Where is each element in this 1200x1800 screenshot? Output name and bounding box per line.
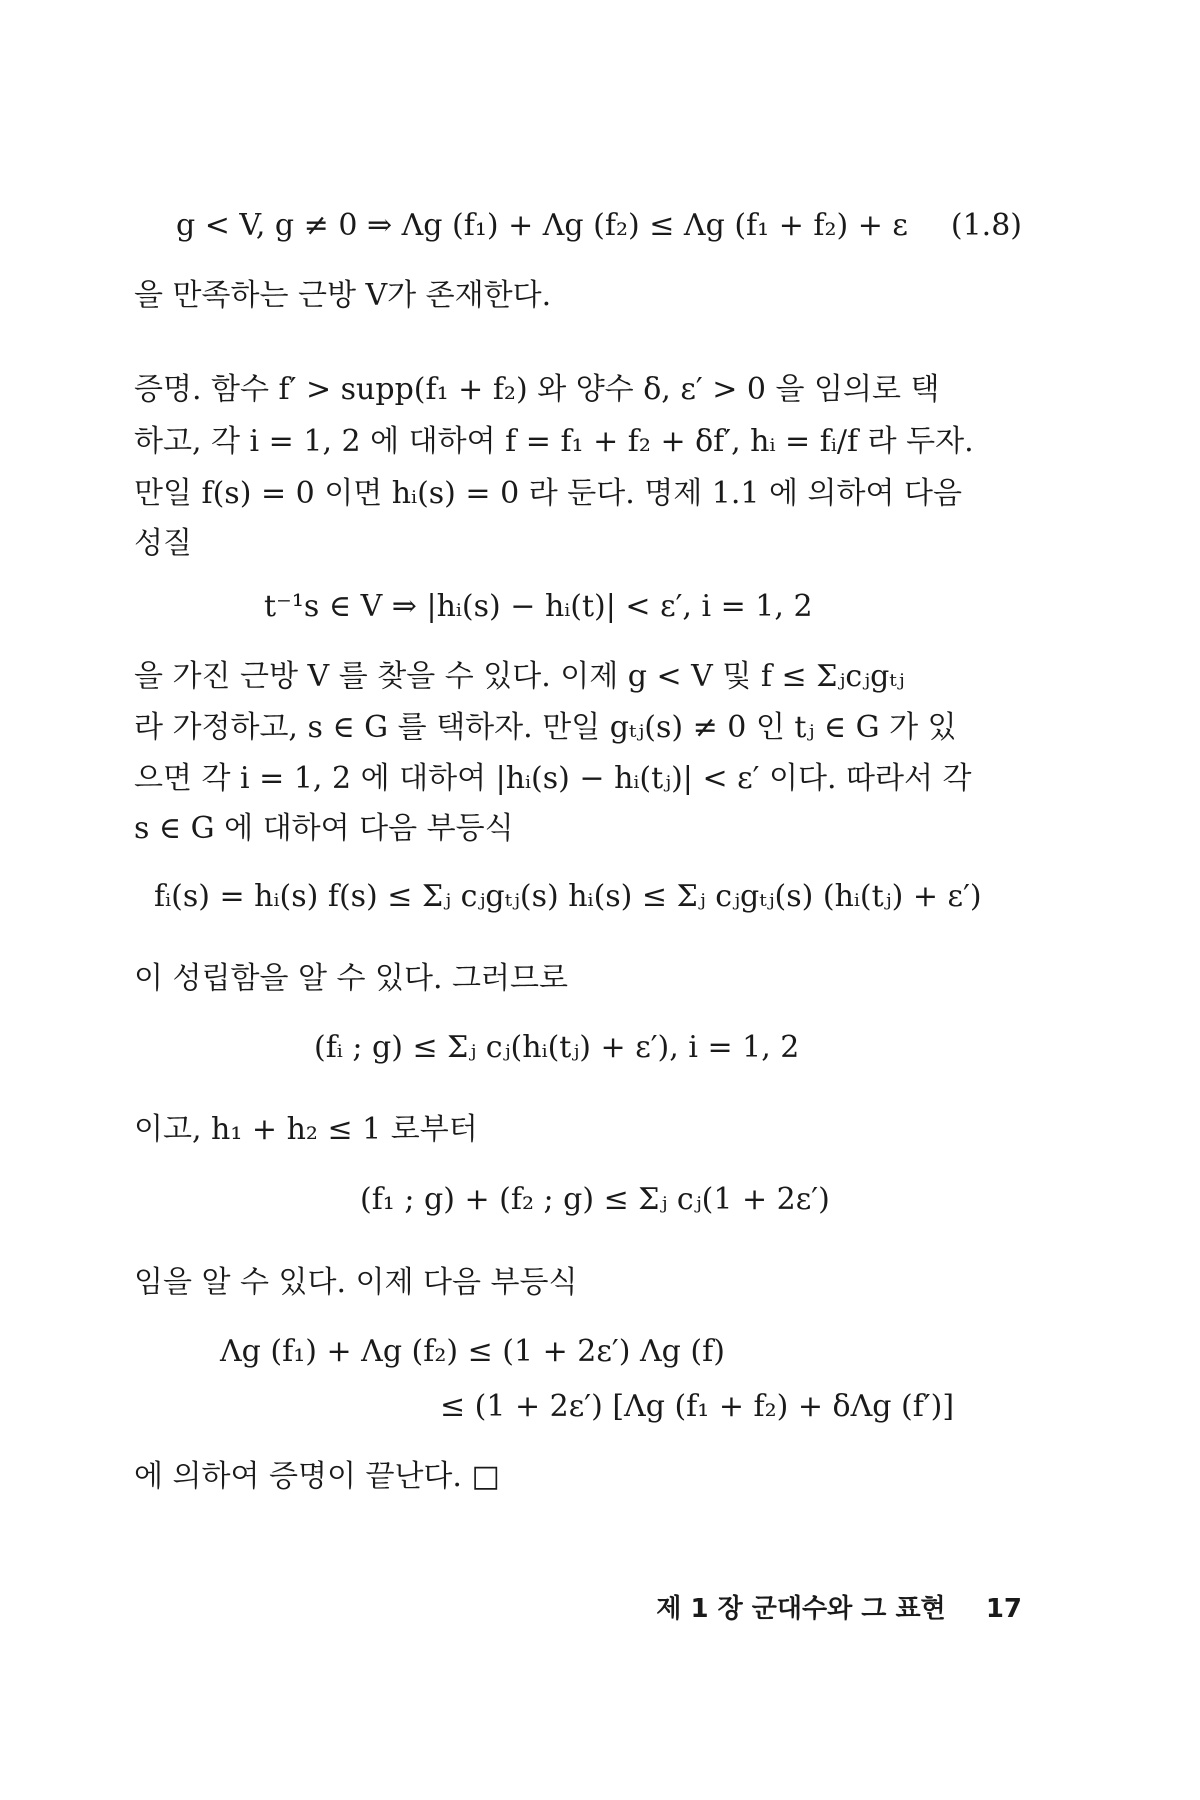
proof-end-line: 에 의하여 증명이 끝난다. □ — [134, 1459, 500, 1494]
paragraph-line: 임을 알 수 있다. 이제 다음 부등식 — [134, 1265, 578, 1300]
equation-number: (1.8) — [950, 208, 1022, 243]
equation-sum: (f₁ ; g) + (f₂ ; g) ≤ Σⱼ cⱼ(1 + 2ε′) — [360, 1182, 830, 1217]
proof-start-line: 증명. 함수 f′ > supp(f₁ + f₂) 와 양수 δ, ε′ > 0 을 임의로 택 — [134, 372, 940, 407]
equation-property: t⁻¹s ∈ V ⇒ |hᵢ(s) − hᵢ(t)| < ε′, i = 1, 2 — [264, 589, 813, 624]
paragraph-line: s ∈ G 에 대하여 다음 부등식 — [134, 811, 514, 846]
paragraph-line: 성질 — [134, 526, 192, 561]
equation-lambda-1: Λg (f₁) + Λg (f₂) ≤ (1 + 2ε′) Λg (f) — [220, 1334, 725, 1369]
page-number: 17 — [985, 1594, 1022, 1624]
paragraph-line: 만일 f(s) = 0 이면 hᵢ(s) = 0 라 둔다. 명제 1.1 에 의하여 다음 — [134, 476, 962, 511]
paragraph-line: 으면 각 i = 1, 2 에 대하여 |hᵢ(s) − hᵢ(tⱼ)| < ε′ 이다. 따라서 각 — [134, 761, 972, 796]
equation-fi-bound: fᵢ(s) = hᵢ(s) f(s) ≤ Σⱼ cⱼgₜⱼ(s) hᵢ(s) ≤ Σⱼ cⱼgₜⱼ(s) (hᵢ(tⱼ) + ε′) — [154, 879, 982, 914]
equation-lambda-2: ≤ (1 + 2ε′) [Λg (f₁ + f₂) + δΛg (f′)] — [440, 1389, 955, 1424]
paragraph-line: 을 만족하는 근방 V가 존재한다. — [134, 278, 552, 313]
paragraph-line: 을 가진 근방 V 를 찾을 수 있다. 이제 g < V 및 f ≤ Σⱼcⱼgₜⱼ — [134, 659, 905, 694]
equation-1-8: g < V, g ≠ 0 ⇒ Λg (f₁) + Λg (f₂) ≤ Λg (f₁ + f₂) + ε — [176, 208, 908, 243]
paragraph-line: 이고, h₁ + h₂ ≤ 1 로부터 — [134, 1112, 478, 1147]
paragraph-line: 라 가정하고, s ∈ G 를 택하자. 만일 gₜⱼ(s) ≠ 0 인 tⱼ ∈ G 가 있 — [134, 710, 957, 745]
paragraph-line: 하고, 각 i = 1, 2 에 대하여 f = f₁ + f₂ + δf′, hᵢ = fᵢ/f 라 두자. — [134, 424, 974, 459]
equation-fi-g: (fᵢ ; g) ≤ Σⱼ cⱼ(hᵢ(tⱼ) + ε′), i = 1, 2 — [314, 1030, 800, 1065]
page-footer — [656, 1588, 1022, 1625]
paragraph-line: 이 성립함을 알 수 있다. 그러므로 — [134, 961, 568, 996]
chapter-title: 제 1 장 군대수와 그 표현 — [656, 1594, 946, 1624]
